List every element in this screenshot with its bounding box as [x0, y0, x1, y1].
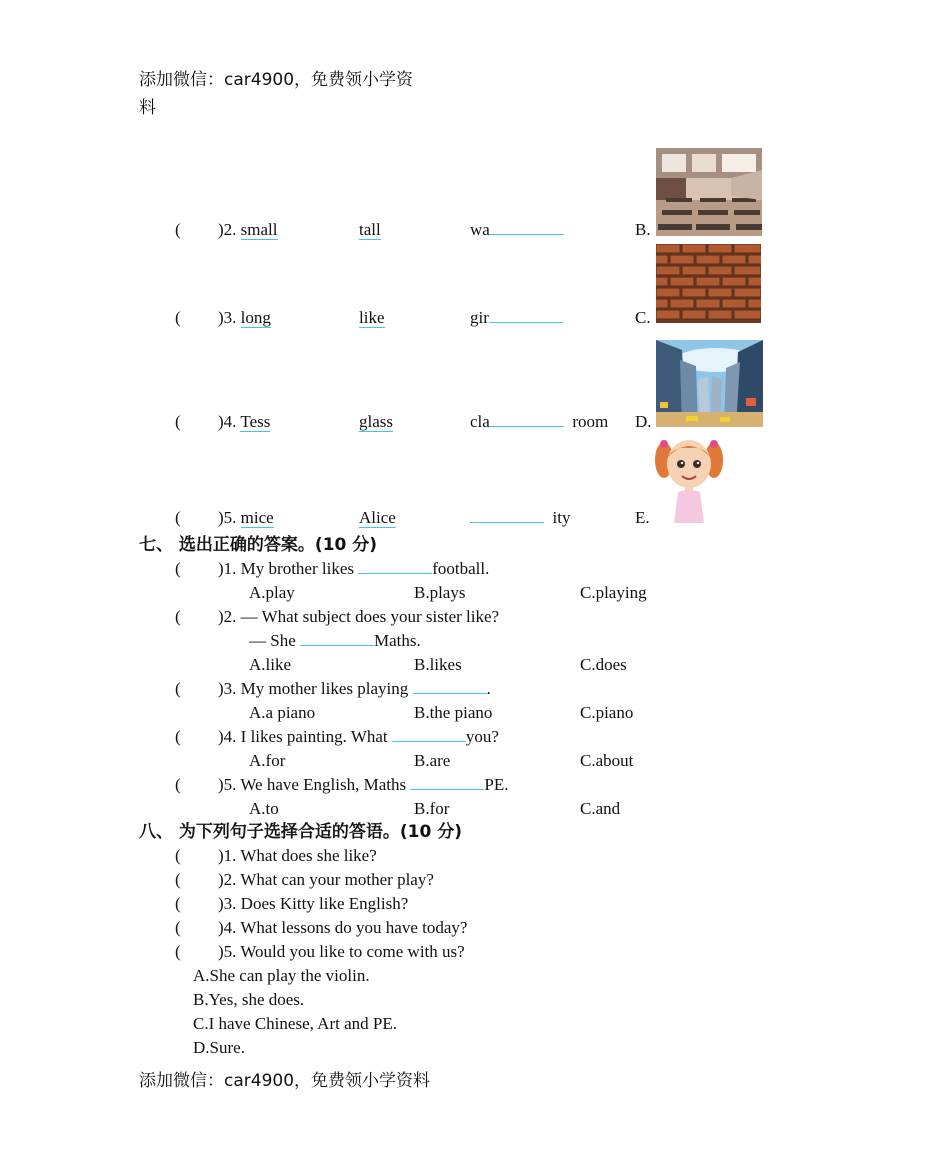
- answer-paren: (: [175, 918, 181, 937]
- answer-paren: (: [175, 308, 181, 327]
- option-label: D.: [635, 412, 652, 431]
- answer-paren: (: [175, 846, 181, 865]
- girl-cartoon-picture: [652, 434, 726, 523]
- answer-paren: (: [175, 607, 181, 626]
- word: Tess: [240, 412, 271, 431]
- section8-title: 八、 为下列句子选择合适的答语。(10 分): [139, 822, 463, 842]
- choice-a[interactable]: A.a piano: [249, 703, 316, 722]
- choice-a[interactable]: A.for: [249, 751, 286, 770]
- answer-paren: (: [175, 508, 181, 527]
- fill-word: gir: [470, 308, 563, 328]
- option-label: B.: [635, 220, 651, 239]
- answer-option: B.Yes, she does.: [193, 990, 305, 1009]
- question-stem: )2. — What subject does your sister like?: [218, 607, 500, 626]
- word: small: [240, 220, 278, 239]
- choice-b[interactable]: B.plays: [414, 583, 466, 602]
- answer-paren: (: [175, 727, 181, 746]
- answer-option: C.I have Chinese, Art and PE.: [193, 1014, 397, 1033]
- answer-paren: (: [175, 679, 181, 698]
- choice-a[interactable]: A.like: [249, 655, 292, 674]
- fill-word: cla room: [470, 412, 609, 431]
- choice-b[interactable]: B.for: [414, 799, 450, 818]
- choice-a[interactable]: A.play: [249, 583, 295, 602]
- choice-a[interactable]: A.to: [249, 799, 279, 818]
- blank-line[interactable]: [490, 220, 564, 235]
- question-item: )4. What lessons do you have today?: [218, 918, 468, 937]
- blank-line[interactable]: [300, 631, 374, 646]
- answer-paren: (: [175, 870, 181, 889]
- question-stem: )5. We have English, Maths PE.: [218, 775, 509, 794]
- blank-line[interactable]: [413, 679, 487, 694]
- question-item: )3. Does Kitty like English?: [218, 894, 409, 913]
- word: glass: [359, 412, 393, 431]
- answer-paren: (: [175, 894, 181, 913]
- answer-paren: (: [175, 775, 181, 794]
- question-number: )2. small: [218, 220, 278, 239]
- answer-option: D.Sure.: [193, 1038, 245, 1057]
- question-number: )3. long: [218, 308, 271, 327]
- fill-word: ity: [470, 508, 570, 528]
- blank-line[interactable]: [489, 308, 563, 323]
- blank-line[interactable]: [490, 412, 564, 427]
- answer-paren: (: [175, 412, 181, 431]
- blank-line[interactable]: [470, 508, 544, 523]
- section7-title: 七、 选出正确的答案。(10 分): [139, 535, 378, 555]
- watermark-top: 添加微信：car4900，免费领小学资: [139, 70, 414, 90]
- question-stem: )1. My brother likes football.: [218, 559, 490, 578]
- word: long: [240, 308, 271, 327]
- watermark-bottom: 添加微信：car4900，免费领小学资料: [139, 1071, 431, 1091]
- question-item: )5. Would you like to come with us?: [218, 942, 465, 961]
- word: Alice: [359, 508, 396, 527]
- choice-c[interactable]: C.about: [580, 751, 634, 770]
- choice-b[interactable]: B.likes: [414, 655, 462, 674]
- question-stem: )4. I likes painting. What you?: [218, 727, 499, 746]
- question-number: )4. Tess: [218, 412, 271, 431]
- choice-c[interactable]: C.piano: [580, 703, 634, 722]
- option-label: C.: [635, 308, 651, 327]
- word: mice: [240, 508, 274, 527]
- word: like: [359, 308, 385, 327]
- choice-c[interactable]: C.does: [580, 655, 627, 674]
- blank-line[interactable]: [410, 775, 484, 790]
- question-item: )1. What does she like?: [218, 846, 377, 865]
- choice-c[interactable]: C.playing: [580, 583, 647, 602]
- fill-word: wa: [470, 220, 564, 240]
- question-item: )2. What can your mother play?: [218, 870, 434, 889]
- blank-line[interactable]: [392, 727, 466, 742]
- word: tall: [359, 220, 381, 239]
- blank-line[interactable]: [358, 559, 432, 574]
- question-stem: )3. My mother likes playing .: [218, 679, 491, 698]
- answer-paren: (: [175, 559, 181, 578]
- answer-option: A.She can play the violin.: [193, 966, 370, 985]
- question-stem-line2: — She Maths.: [249, 631, 421, 650]
- classroom-picture: [656, 148, 762, 236]
- choice-c[interactable]: C.and: [580, 799, 621, 818]
- city-street-picture: [656, 340, 763, 427]
- answer-paren: (: [175, 220, 181, 239]
- answer-paren: (: [175, 942, 181, 961]
- option-label: E.: [635, 508, 650, 527]
- question-number: )5. mice: [218, 508, 274, 527]
- watermark-top-wrap: 料: [139, 98, 156, 118]
- choice-b[interactable]: B.are: [414, 751, 451, 770]
- choice-b[interactable]: B.the piano: [414, 703, 493, 722]
- brick-wall-picture: [656, 244, 761, 323]
